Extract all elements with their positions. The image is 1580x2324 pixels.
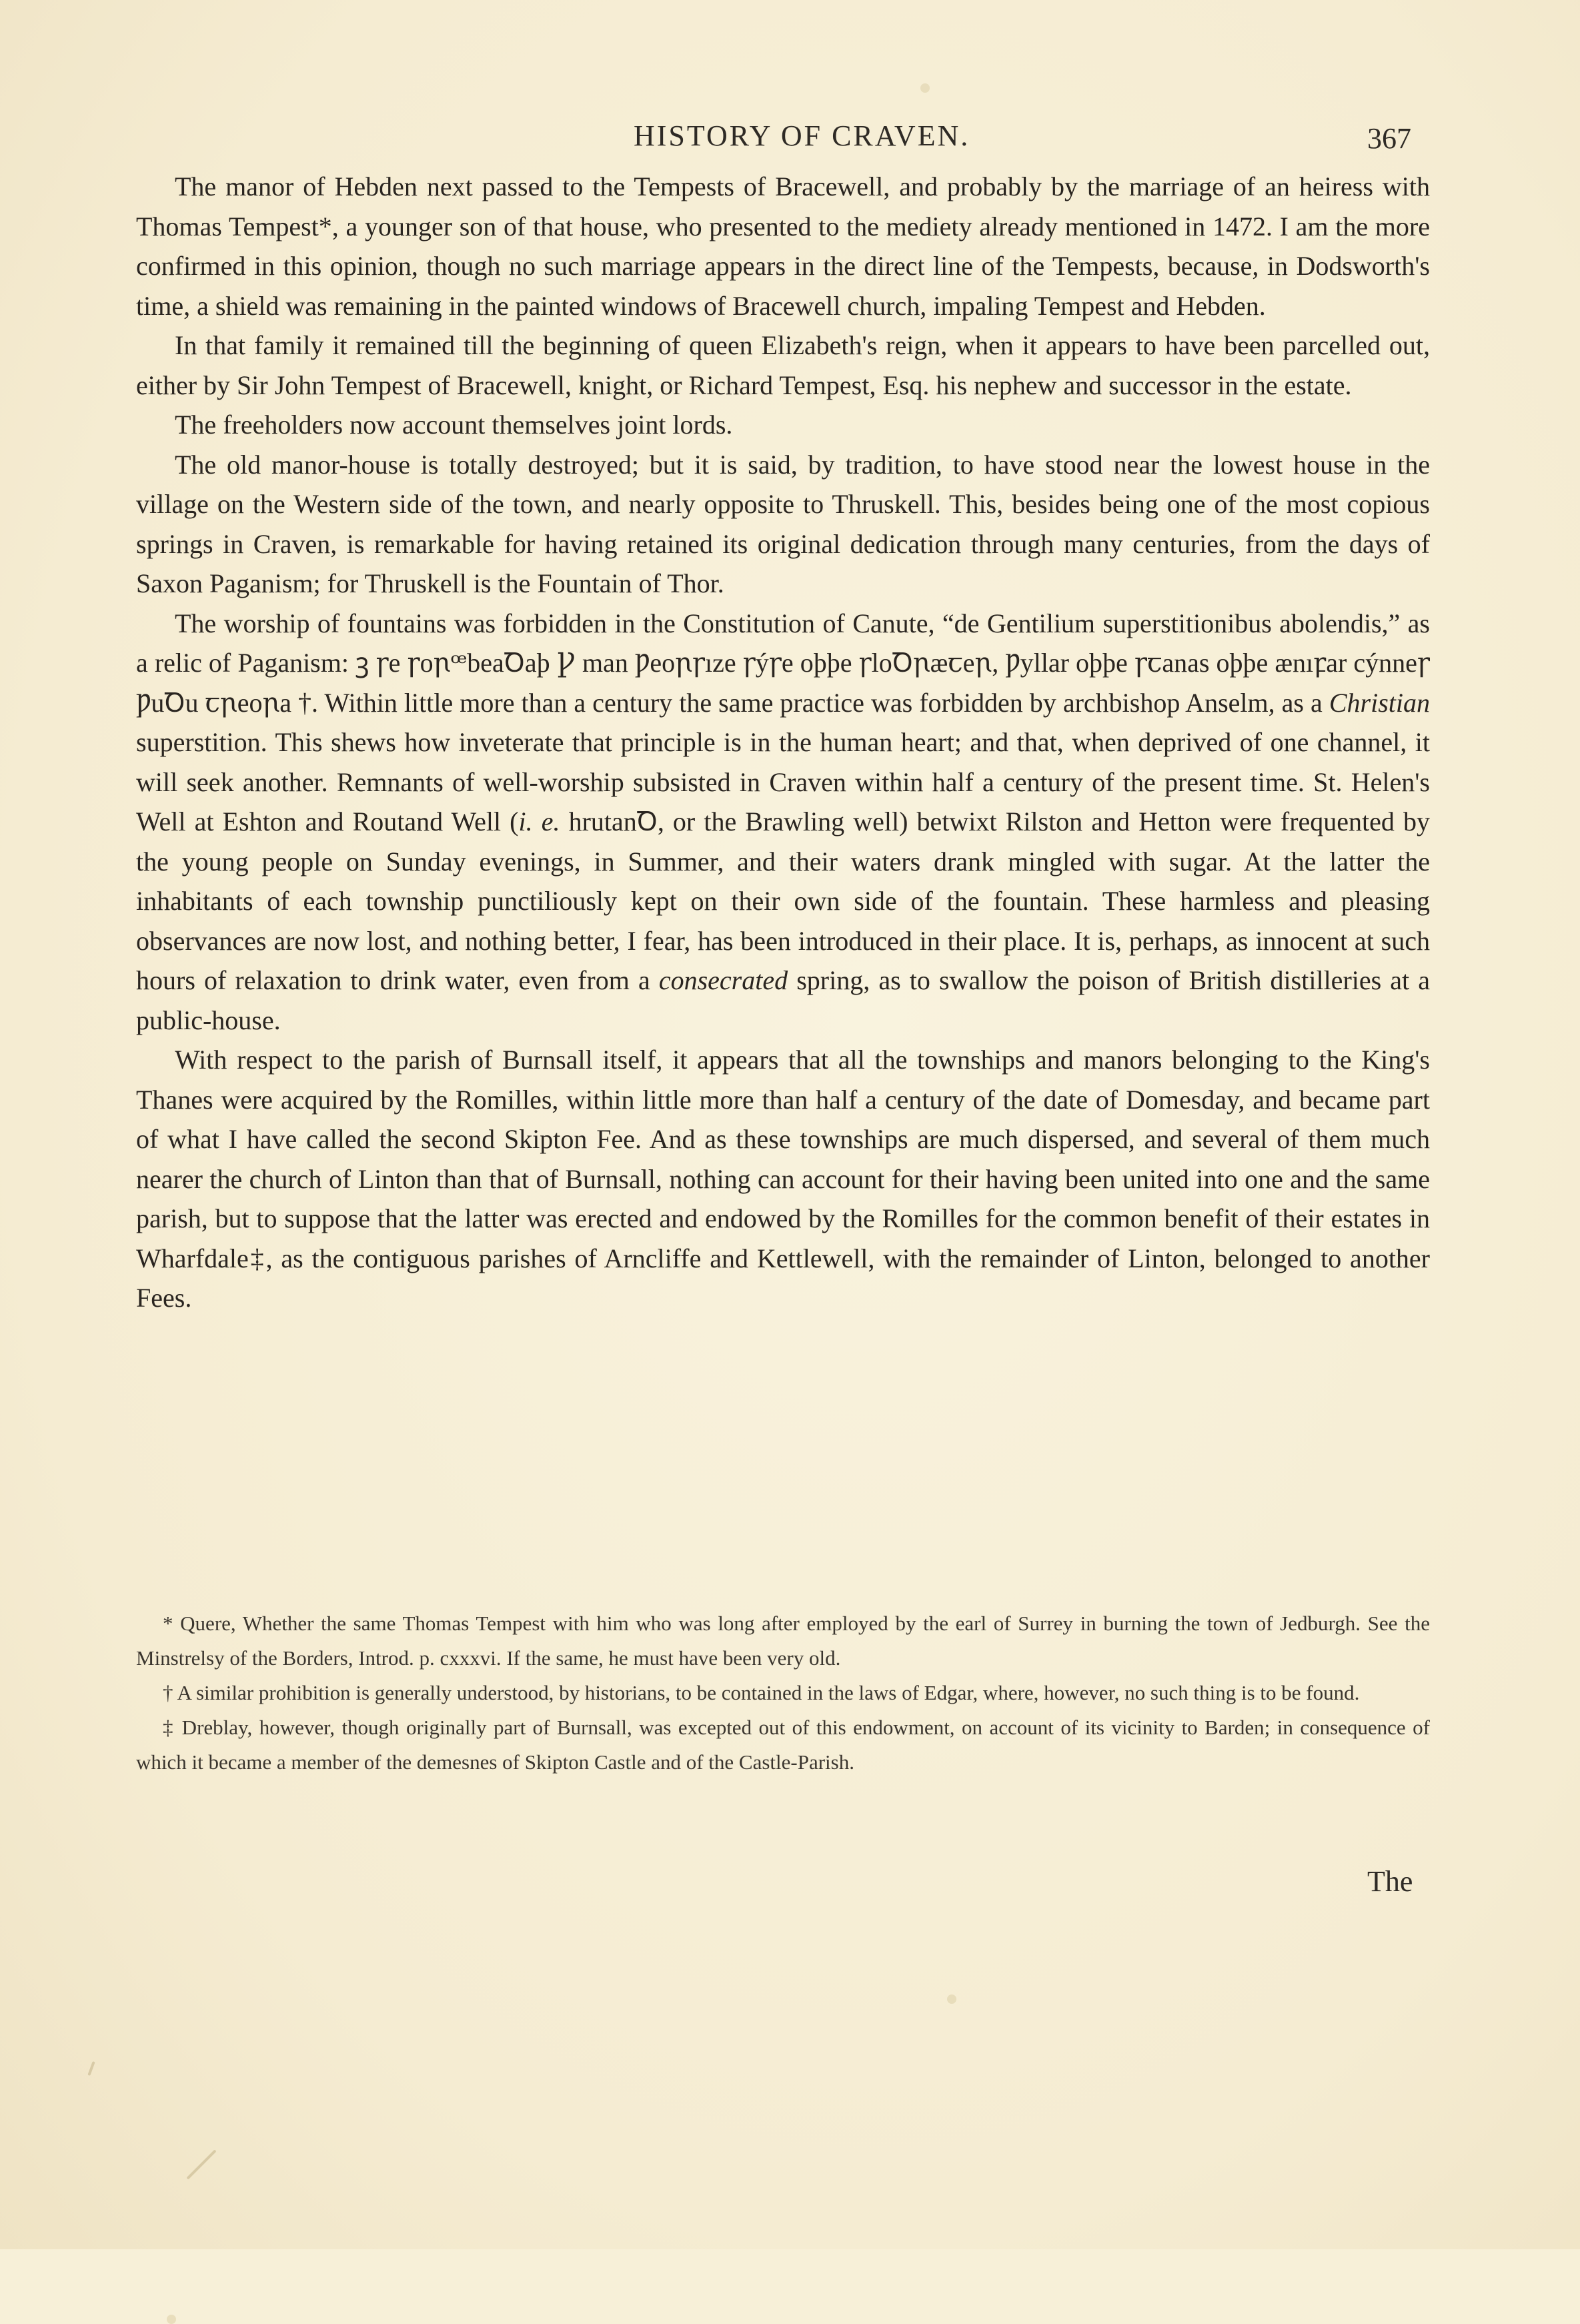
main-text	[136, 167, 1430, 1318]
paper-scratch	[87, 2061, 95, 2076]
fountain-text-part2: superstition. This shews how inveterate that principle is in the human heart; and that, when deprived of one channel, it will seek another. Remnants of well-worship subsisted in Craven within half a century of the present time. St. Helen's Well at Eshton and Routand Well (	[136, 727, 1430, 836]
footnote-prohibition: † A similar prohibition is generally understood, by historians, to be contained in the laws of Edgar, where, however, no such thing is to be found.	[163, 1681, 1360, 1704]
paper-scratch	[186, 2149, 216, 2179]
paragraph-fountain-worship	[136, 604, 1430, 1041]
footnote-dreblay: ‡ Dreblay, however, though originally part of Burnsall, was excepted out of this endowment, on account of its vicinity to Barden; in consequence of which it became a member of the demesnes of Skipton Castle and of the Castle-Parish.	[136, 1716, 1430, 1774]
fountain-text-part3: hrutanꝹ, or the Brawling well) betwixt Rilston and Hetton were frequented by the young people on Sunday evenings, in Summer, and their waters drank mingled with sugar. At the latter the inhabitants of each township punctiliously kept on their own side of the fountain. These harmless and pleasing observances are now lost, and nothing better, I fear, has been introduced in their place. It is, perhaps, as innocent at such hours of relaxation to drink water, even from a	[136, 806, 1430, 995]
page-number: 367	[1367, 122, 1411, 155]
catchword: The	[1367, 1865, 1413, 1898]
footnotes	[136, 1606, 1430, 1780]
paper-speck	[947, 1994, 956, 2004]
paragraph-tempest-family: In that family it remained till the beginning of queen Elizabeth's reign, when it appears to have been parcelled out, either by Sir John Tempest of Bracewell, knight, or Richard Tempest, Esq. his nephew and successor in the estate.	[136, 330, 1430, 400]
fountain-italic-consecrated: consecrated	[658, 965, 788, 995]
paragraph-burnsall-parish: With respect to the parish of Burnsall itself, it appears that all the townships and manors belonging to the King's Thanes were acquired by the Romilles, within little more than half a century of the date of Domesday, and became part of what I have called the second Skipton Fee. And as these townships are much dispersed, and several of them much nearer the church of Linton than that of Burnsall, nothing can account for their having been united into one and the same parish, but to suppose that the latter was erected and endowed by the Romilles for the common benefit of their estates in Wharfdale‡, as the contiguous parishes of Arncliffe and Kettlewell, with the remainder of Linton, belonged to another Fees.	[136, 1045, 1430, 1313]
paper-speck	[920, 83, 930, 93]
fountain-italic-ie: i. e.	[518, 806, 560, 836]
paper-speck	[167, 2315, 176, 2324]
fountain-text-part1: The worship of fountains was forbidden in the Constitution of Canute, “de Gentilium superstitionibus abolendis,” as a relic of Paganism: ꝫ ꞅe ꞅoꞃꟹbeaꝹaþ Ꝩ man Ƿeoꞃꞅıze ꞅýꞅe oþþe ꞅloꝹꞃæꞇeꞃ, Ƿyllar oþþe ꞅꞇanas oþþe ænıꝼar cýnneꞅ ǷuꝹu ꞇꞃeoꞃa †. Within little more than a century the same practice was forbidden by archbishop Anselm, as a	[136, 608, 1430, 718]
fountain-italic-christian: Christian	[1329, 687, 1430, 718]
paragraph-manor-house: The old manor-house is totally destroyed; but it is said, by tradition, to have stood near the lowest house in the village on the Western side of the town, and nearly opposite to Thruskell. This, besides being one of the most copious springs in Craven, is remarkable for having retained its original dedication through many centuries, from the days of Saxon Paganism; for Thruskell is the Fountain of Thor.	[136, 449, 1430, 598]
running-title: HISTORY OF CRAVEN.	[634, 119, 970, 152]
footnote-quere: * Quere, Whether the same Thomas Tempest with him who was long after employed by the earl of Surrey in burning the town of Jedburgh. See the Minstrelsy of the Borders, Introd. p. cxxxvi. If the same, he must have been very old.	[136, 1612, 1430, 1670]
fountain-text-part4: spring, as to swallow the poison of British distilleries at a public-house.	[136, 965, 1431, 1035]
paragraph-freeholders: The freeholders now account themselves joint lords.	[175, 410, 733, 440]
paragraph-hebden-manor: The manor of Hebden next passed to the Tempests of Bracewell, and probably by the marriage of an heiress with Thomas Tempest*, a younger son of that house, who presented to the mediety already mentioned in 1472. I am the more confirmed in this opinion, though no such marriage appears in the direct line of the Tempests, because, in Dodsworth's time, a shield was remaining in the painted windows of Bracewell church, impaling Tempest and Hebden.	[136, 171, 1430, 321]
